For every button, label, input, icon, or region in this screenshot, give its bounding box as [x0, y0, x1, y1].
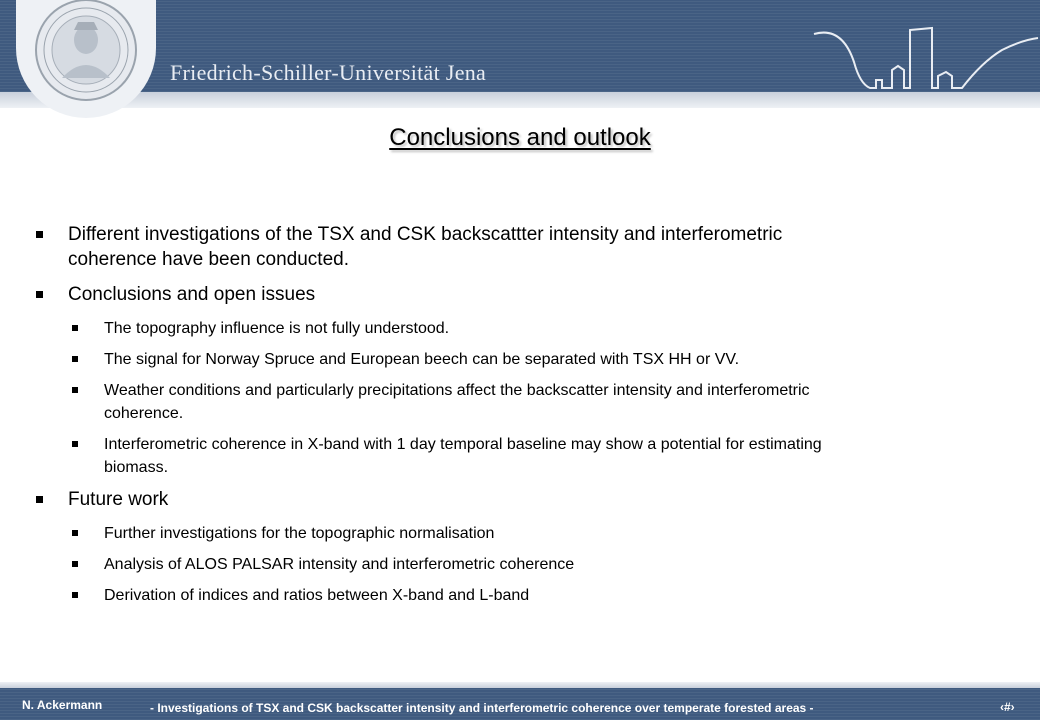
- sub-bullet-text: Derivation of indices and ratios between X-band and L-band: [104, 587, 530, 604]
- bullet-text: Future work: [68, 489, 169, 510]
- footer-author: N. Ackermann: [22, 698, 103, 712]
- bullet-item: [36, 282, 836, 307]
- sub-bullet-item: [0, 522, 836, 545]
- square-bullet-icon: [72, 356, 78, 362]
- jena-skyline-icon: [812, 22, 1040, 94]
- header-strip: [0, 92, 1040, 108]
- square-bullet-icon: [36, 231, 43, 238]
- sub-bullet-text: Further investigations for the topographic normalisation: [104, 525, 495, 542]
- bullet-item: [36, 487, 836, 512]
- square-bullet-icon: [72, 530, 78, 536]
- square-bullet-icon: [72, 592, 78, 598]
- sub-bullet-text: The topography influence is not fully understood.: [104, 320, 450, 337]
- square-bullet-icon: [36, 496, 43, 503]
- sub-bullet-text: Interferometric coherence in X-band with 1 day temporal baseline may show a potential for estimating biomass.: [104, 436, 822, 476]
- sub-bullet-item: [0, 433, 836, 479]
- sub-bullet-text: Weather conditions and particularly precipitations affect the backscatter intensity and interferometric coherence.: [104, 382, 810, 422]
- sub-bullet-item: [0, 553, 836, 576]
- square-bullet-icon: [72, 441, 78, 447]
- square-bullet-icon: [72, 561, 78, 567]
- sub-bullet-item: [0, 317, 836, 340]
- sub-bullet-item: [0, 348, 836, 371]
- sub-bullet-item: [0, 379, 836, 425]
- square-bullet-icon: [36, 291, 43, 298]
- bullet-text: Different investigations of the TSX and CSK backscattter intensity and interferometric coherence have been conducted.: [68, 224, 783, 270]
- university-seal-icon: [22, 0, 150, 112]
- footer-title: - Investigations of TSX and CSK backscatter intensity and interferometric coherence over temperate forested areas -: [150, 701, 814, 715]
- bullet-list: [36, 222, 836, 615]
- bullet-item: [36, 222, 836, 272]
- footer-page-number: ‹#›: [1000, 700, 1015, 714]
- sub-bullet-item: [0, 584, 836, 607]
- bullet-text: Conclusions and open issues: [68, 284, 316, 305]
- square-bullet-icon: [72, 387, 78, 393]
- sub-bullet-text: The signal for Norway Spruce and European beech can be separated with TSX HH or VV.: [104, 351, 740, 368]
- square-bullet-icon: [72, 325, 78, 331]
- slide-title: Conclusions and outlook: [389, 124, 651, 151]
- sub-bullet-text: Analysis of ALOS PALSAR intensity and interferometric coherence: [104, 556, 575, 573]
- university-name: Friedrich-Schiller-Universität Jena: [170, 60, 487, 85]
